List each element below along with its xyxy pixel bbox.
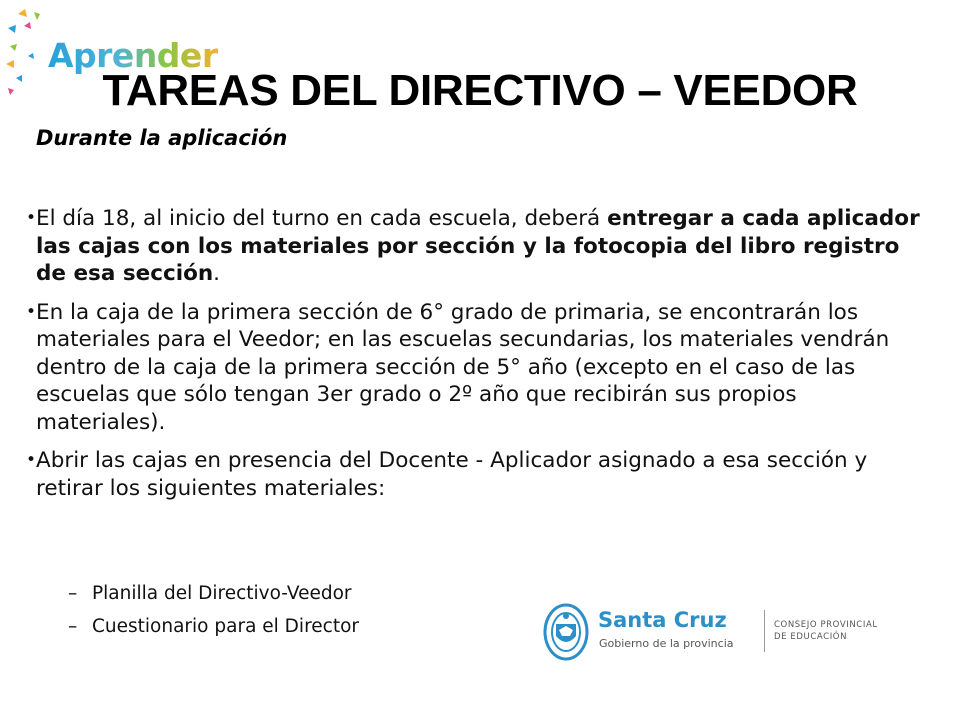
aprender-wordmark: Aprender [48, 36, 218, 75]
bullet-marker: • [26, 208, 37, 228]
bullet-item-delivery [26, 205, 926, 288]
consejo-line-1: CONSEJO PROVINCIAL [774, 620, 878, 630]
provincial-shield-icon [542, 602, 590, 662]
materials-sublist [68, 577, 360, 643]
dash-marker: – [68, 616, 78, 637]
subitem-text: Cuestionario para el Director [92, 616, 360, 637]
government-label: Gobierno de la provincia [599, 637, 734, 650]
bullet-item-open-boxes [26, 447, 926, 502]
bullet-marker: • [26, 301, 37, 322]
santa-cruz-logo [542, 598, 902, 666]
bullet-emphasis: entregar a cada aplicador las cajas con los materiales por sección y la fotocopia del libro registro de esa sección [36, 206, 920, 286]
bullet-text: El día 18, al inicio del turno en cada escuela, deberá [36, 206, 608, 231]
bullet-text-end: . [213, 261, 220, 286]
section-subtitle: Durante la aplicación [36, 126, 288, 150]
santa-cruz-name: Santa Cruz [598, 608, 727, 632]
subitem-text: Planilla del Directivo-Veedor [92, 583, 352, 604]
consejo-label [774, 619, 878, 643]
logo-divider [764, 610, 765, 652]
bullet-item-box-location [26, 299, 926, 437]
bullet-text: Abrir las cajas en presencia del Docente - Aplicador asignado a esa sección y retirar los siguientes materiales: [36, 448, 868, 501]
dash-marker: – [68, 583, 78, 604]
bullet-list [26, 205, 926, 513]
subitem-planilla [68, 577, 359, 610]
subitem-cuestionario [68, 610, 360, 643]
page-title: TAREAS DEL DIRECTIVO – VEEDOR [102, 66, 858, 115]
consejo-line-2: DE EDUCACIÓN [774, 632, 848, 642]
bullet-text: En la caja de la primera sección de 6° grado de primaria, se encontrarán los materiales para el Veedor; en las escuelas secundarias, los materiales vendrán dentro de la caja de la primera sección de 5° año (excepto en el caso de las escuelas que sólo tengan 3er grado o 2º año que recibirán sus propios materiales). [36, 299, 890, 435]
bullet-marker: • [26, 450, 37, 470]
